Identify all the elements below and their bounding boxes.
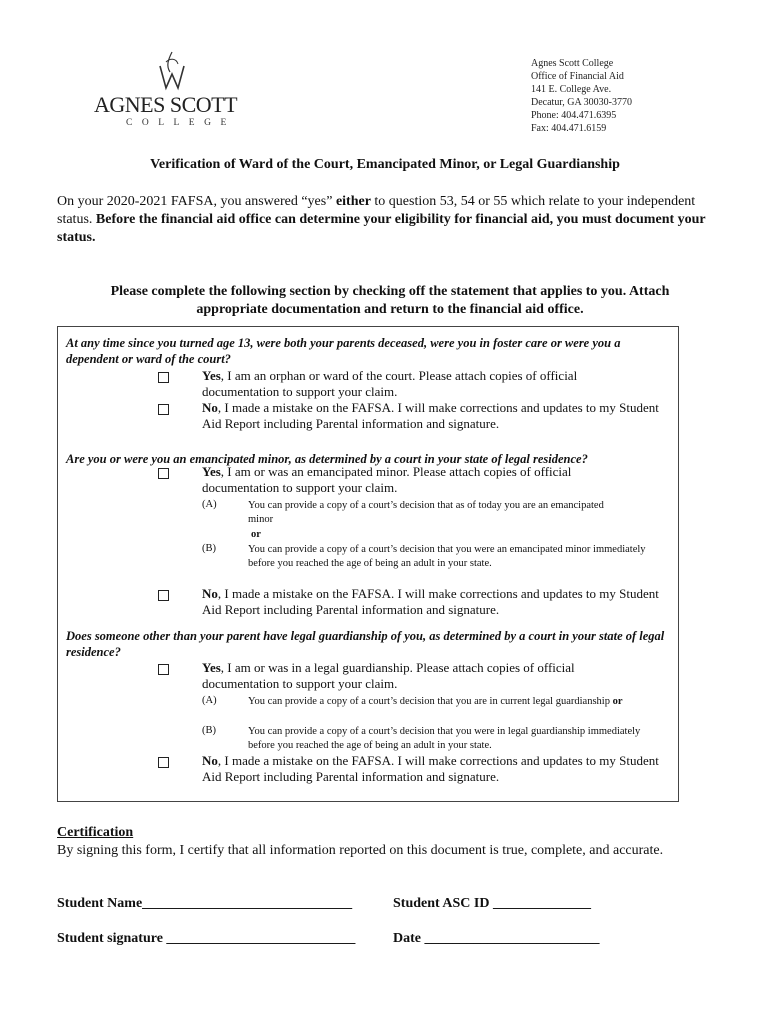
q2-no-label: No <box>202 586 218 601</box>
q1-yes-label: Yes <box>202 368 221 383</box>
q2-or: or <box>251 529 261 540</box>
form-title: Verification of Ward of the Court, Emancipated Minor, or Legal Guardianship <box>150 157 620 172</box>
question-1: At any time since you turned age 13, were both your parents deceased, were you in foster care or were you a dependent or ward of the court? <box>66 336 621 366</box>
q2-option-b-text: You can provide a copy of a court’s decision that you were an emancipated minor immediately before you reached the age of being an adult in your state. <box>248 544 646 569</box>
q1-yes-option <box>202 368 642 400</box>
intro-bold-statement: Before the financial aid office can determine your eligibility for financial aid, you must document your status. <box>57 212 706 245</box>
q2-option-a-label: (A) <box>202 499 217 510</box>
student-id-field[interactable]: Student ASC ID ______________ <box>393 896 591 911</box>
q1-no-text: , I made a mistake on the FAFSA. I will make corrections and updates to my Student Aid Report including Parental information and signature. <box>202 400 659 431</box>
q2-yes-text: , I am or was an emancipated minor. Please attach copies of official documentation to support your claim. <box>202 464 572 495</box>
q3-option-a-text <box>248 695 628 709</box>
q2-no-option <box>202 586 662 618</box>
intro-text: to question 53, 54 or 55 which relate to your independent status. <box>57 194 696 227</box>
q2-yes-checkbox[interactable] <box>158 468 169 479</box>
q3-yes-checkbox[interactable] <box>158 664 169 675</box>
date-field[interactable]: Date _________________________ <box>393 931 600 946</box>
address-line: Decatur, GA 30030-3770 <box>531 97 632 108</box>
intro-paragraph <box>57 193 717 247</box>
q3-option-b-text: You can provide a copy of a court’s decision that you were in legal guardianship immediately before you reached the age of being an adult in your state. <box>248 726 641 751</box>
q2-option-b-label: (B) <box>202 543 216 554</box>
certification-text: By signing this form, I certify that all information reported on this document is true, complete, and accurate. <box>57 843 664 858</box>
q3-no-checkbox[interactable] <box>158 757 169 768</box>
address-line: 141 E. College Ave. <box>531 84 612 95</box>
q3-option-a-label: (A) <box>202 695 217 706</box>
office-address <box>531 57 632 135</box>
logo-college: COLLEGE <box>126 118 236 128</box>
q1-yes-checkbox[interactable] <box>158 372 169 383</box>
q1-no-checkbox[interactable] <box>158 404 169 415</box>
q3-option-a-body: You can provide a copy of a court’s decision that you are in current legal guardianship <box>248 696 610 707</box>
q1-no-label: No <box>202 400 218 415</box>
q2-yes-label: Yes <box>202 464 221 479</box>
q2-no-checkbox[interactable] <box>158 590 169 601</box>
questions-box <box>57 326 679 802</box>
q2-yes-option <box>202 464 642 496</box>
q3-no-label: No <box>202 753 218 768</box>
q1-no-option <box>202 400 662 432</box>
q1-yes-text: , I am an orphan or ward of the court. Please attach copies of official documentation to support your claim. <box>202 368 578 399</box>
intro-text: On your 2020-2021 FAFSA, you answered “yes” <box>57 194 336 209</box>
q2-no-text: , I made a mistake on the FAFSA. I will make corrections and updates to my Student Aid Report including Parental information and signature. <box>202 586 659 617</box>
address-line: Fax: 404.471.6159 <box>531 123 607 134</box>
intro-bold-either: either <box>335 194 371 209</box>
question-3: Does someone other than your parent have legal guardianship of you, as determined by a court in your state of legal residence? <box>66 629 665 659</box>
question-2: Are you or were you an emancipated minor, as determined by a court in your state of legal residence? <box>66 452 588 466</box>
q3-yes-option <box>202 660 642 692</box>
q3-option-b-label: (B) <box>202 725 216 736</box>
q2-option-a-text: You can provide a copy of a court’s decision that as of today you are an emancipated minor <box>248 500 604 525</box>
address-line: Agnes Scott College <box>531 58 614 69</box>
certification-heading: Certification <box>57 825 134 840</box>
logo-name: AGNES SCOTT <box>94 92 238 117</box>
q3-no-option <box>202 753 662 785</box>
q3-or: or <box>612 696 623 707</box>
address-line: Phone: 404.471.6395 <box>531 110 617 121</box>
student-name-field[interactable]: Student Name______________________________ <box>57 896 353 911</box>
student-signature-field[interactable]: Student signature ___________________________ <box>57 931 356 946</box>
q3-yes-text: , I am or was in a legal guardianship. Please attach copies of official documentation to support your claim. <box>202 660 575 691</box>
q3-no-text: , I made a mistake on the FAFSA. I will make corrections and updates to my Student Aid Report including Parental information and signature. <box>202 753 659 784</box>
q3-yes-label: Yes <box>202 660 221 675</box>
instructions: Please complete the following section by checking off the statement that applies to you. Attach appropriate documentation and return to the financial aid office. <box>110 284 670 317</box>
address-line: Office of Financial Aid <box>531 71 624 82</box>
